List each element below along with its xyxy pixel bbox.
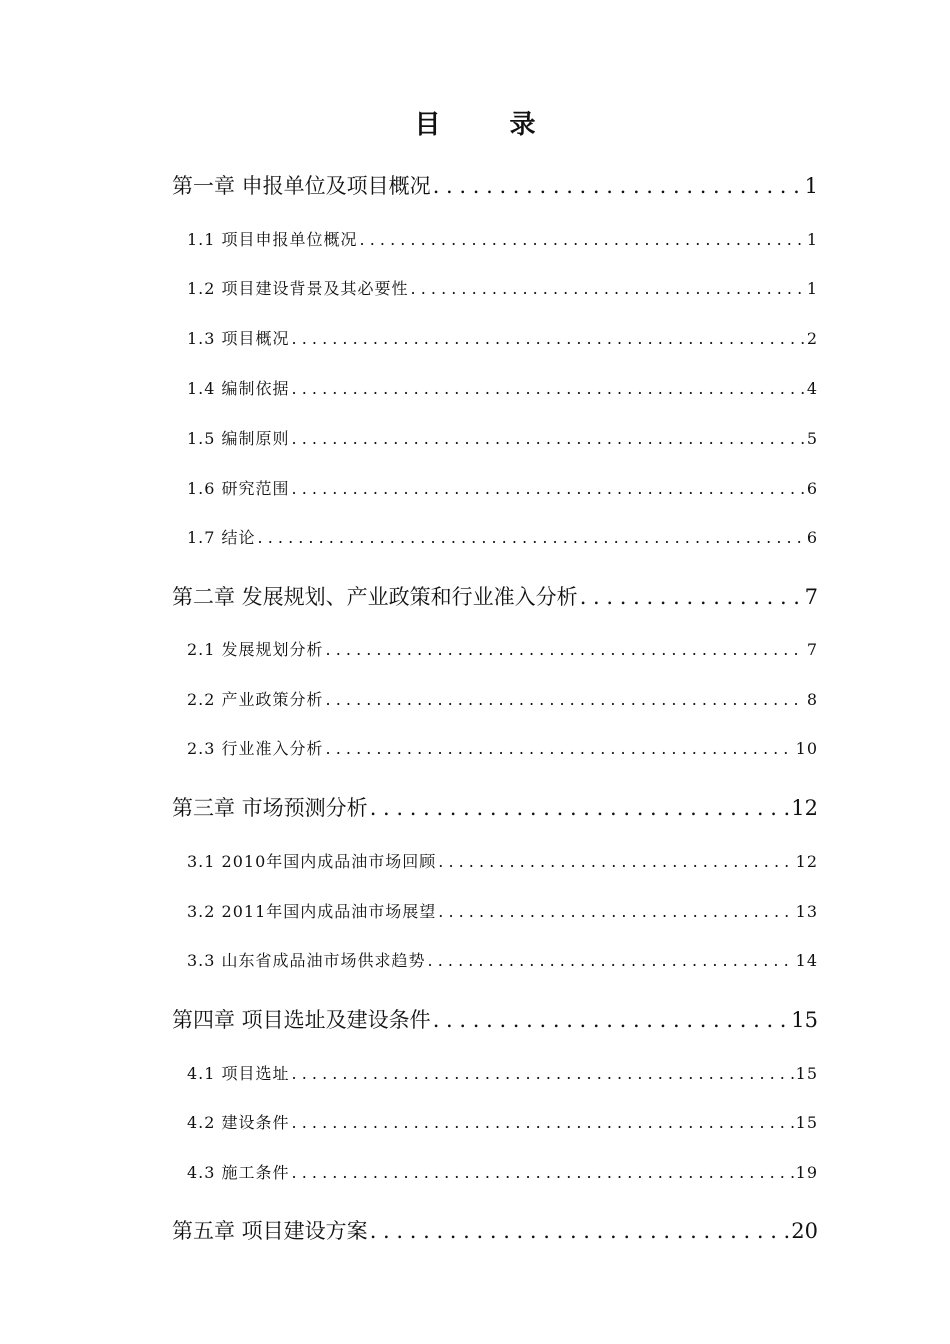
dot-leader <box>438 902 793 921</box>
dot-leader <box>433 1008 790 1032</box>
toc-page-number: 10 <box>795 739 818 758</box>
toc-entry-label: 1.6 研究范围 <box>187 479 290 498</box>
toc-page-number: 12 <box>795 852 818 871</box>
toc-entry-label: 4.3 施工条件 <box>187 1163 290 1182</box>
toc-entry-label: 3.2 2011年国内成品油市场展望 <box>187 902 437 921</box>
toc-page-number: 13 <box>795 902 818 921</box>
toc-page-number: 15 <box>795 1113 818 1132</box>
toc-entry-label: 1.7 结论 <box>187 528 256 547</box>
toc-section-entry[interactable] <box>187 736 818 759</box>
toc-entry-label: 第四章 项目选址及建设条件 <box>172 1008 431 1032</box>
toc-section-entry[interactable] <box>187 476 818 499</box>
dot-leader <box>292 1163 794 1182</box>
toc-entry-label: 1.5 编制原则 <box>187 429 290 448</box>
toc-page-number: 6 <box>806 528 818 547</box>
toc-entry-label: 1.1 项目申报单位概况 <box>187 230 358 249</box>
dot-leader <box>292 329 805 348</box>
toc-section-entry[interactable] <box>187 525 818 548</box>
toc-page-number: 14 <box>795 951 818 970</box>
toc-page-number: 4 <box>806 379 818 398</box>
toc-chapter-entry[interactable] <box>172 1215 818 1245</box>
toc-page-number: 15 <box>795 1064 818 1083</box>
dot-leader <box>292 1064 794 1083</box>
dot-leader <box>292 379 805 398</box>
toc-page-number: 19 <box>795 1163 818 1182</box>
toc-entry-label: 2.2 产业政策分析 <box>187 690 324 709</box>
dot-leader <box>411 279 805 298</box>
toc-section-entry[interactable] <box>187 899 818 922</box>
dot-leader <box>292 1113 794 1132</box>
dot-leader <box>370 1219 790 1243</box>
dot-leader <box>433 174 803 198</box>
toc-entry-label: 2.3 行业准入分析 <box>187 739 324 758</box>
toc-entry-label: 2.1 发展规划分析 <box>187 640 324 659</box>
toc-entry-label: 3.1 2010年国内成品油市场回顾 <box>187 852 437 871</box>
toc-entry-label: 3.3 山东省成品油市场供求趋势 <box>187 951 426 970</box>
toc-section-entry[interactable] <box>187 276 818 299</box>
toc-section-entry[interactable] <box>187 687 818 710</box>
toc-entry-label: 1.2 项目建设背景及其必要性 <box>187 279 409 298</box>
toc-page-number: 2 <box>806 329 818 348</box>
toc-section-entry[interactable] <box>187 948 818 971</box>
dot-leader <box>326 690 805 709</box>
toc-entry-label: 第二章 发展规划、产业政策和行业准入分析 <box>172 585 578 609</box>
toc-section-entry[interactable] <box>187 426 818 449</box>
toc-chapter-entry[interactable] <box>172 581 818 611</box>
dot-leader <box>326 739 794 758</box>
toc-entry-label: 第三章 市场预测分析 <box>172 796 368 820</box>
toc-entry-label: 1.3 项目概况 <box>187 329 290 348</box>
toc-section-entry[interactable] <box>187 1160 818 1183</box>
toc-page-number: 1 <box>804 174 818 198</box>
dot-leader <box>580 585 803 609</box>
toc-page-number: 15 <box>791 1008 818 1032</box>
toc-page-number: 5 <box>806 429 818 448</box>
page-title: 目 录 <box>414 110 566 140</box>
dot-leader <box>292 429 805 448</box>
toc-page-number: 7 <box>806 640 818 659</box>
dot-leader <box>370 796 790 820</box>
toc-page-number: 12 <box>791 796 818 820</box>
toc-section-entry[interactable] <box>187 227 818 250</box>
toc-section-entry[interactable] <box>187 1110 818 1133</box>
toc-page-number: 1 <box>806 279 818 298</box>
toc-section-entry[interactable] <box>187 849 818 872</box>
dot-leader <box>428 951 794 970</box>
toc-entry-label: 4.2 建设条件 <box>187 1113 290 1132</box>
dot-leader <box>360 230 805 249</box>
toc-page-number: 8 <box>806 690 818 709</box>
toc-entry-label: 4.1 项目选址 <box>187 1064 290 1083</box>
toc-page-number: 20 <box>791 1219 818 1243</box>
toc-entry-label: 第一章 申报单位及项目概况 <box>172 174 431 198</box>
toc-page-number: 6 <box>806 479 818 498</box>
toc-entry-label: 第五章 项目建设方案 <box>172 1219 368 1243</box>
toc-chapter-entry[interactable] <box>172 1004 818 1034</box>
toc-section-entry[interactable] <box>187 376 818 399</box>
dot-leader <box>292 479 805 498</box>
toc-entry-label: 1.4 编制依据 <box>187 379 290 398</box>
dot-leader <box>258 528 805 547</box>
dot-leader <box>326 640 805 659</box>
toc-chapter-entry[interactable] <box>172 792 818 822</box>
toc-chapter-entry[interactable] <box>172 170 818 200</box>
toc-section-entry[interactable] <box>187 637 818 660</box>
toc-page-number: 1 <box>806 230 818 249</box>
toc-section-entry[interactable] <box>187 326 818 349</box>
toc-page-number: 7 <box>804 585 818 609</box>
dot-leader <box>438 852 793 871</box>
toc-section-entry[interactable] <box>187 1061 818 1084</box>
